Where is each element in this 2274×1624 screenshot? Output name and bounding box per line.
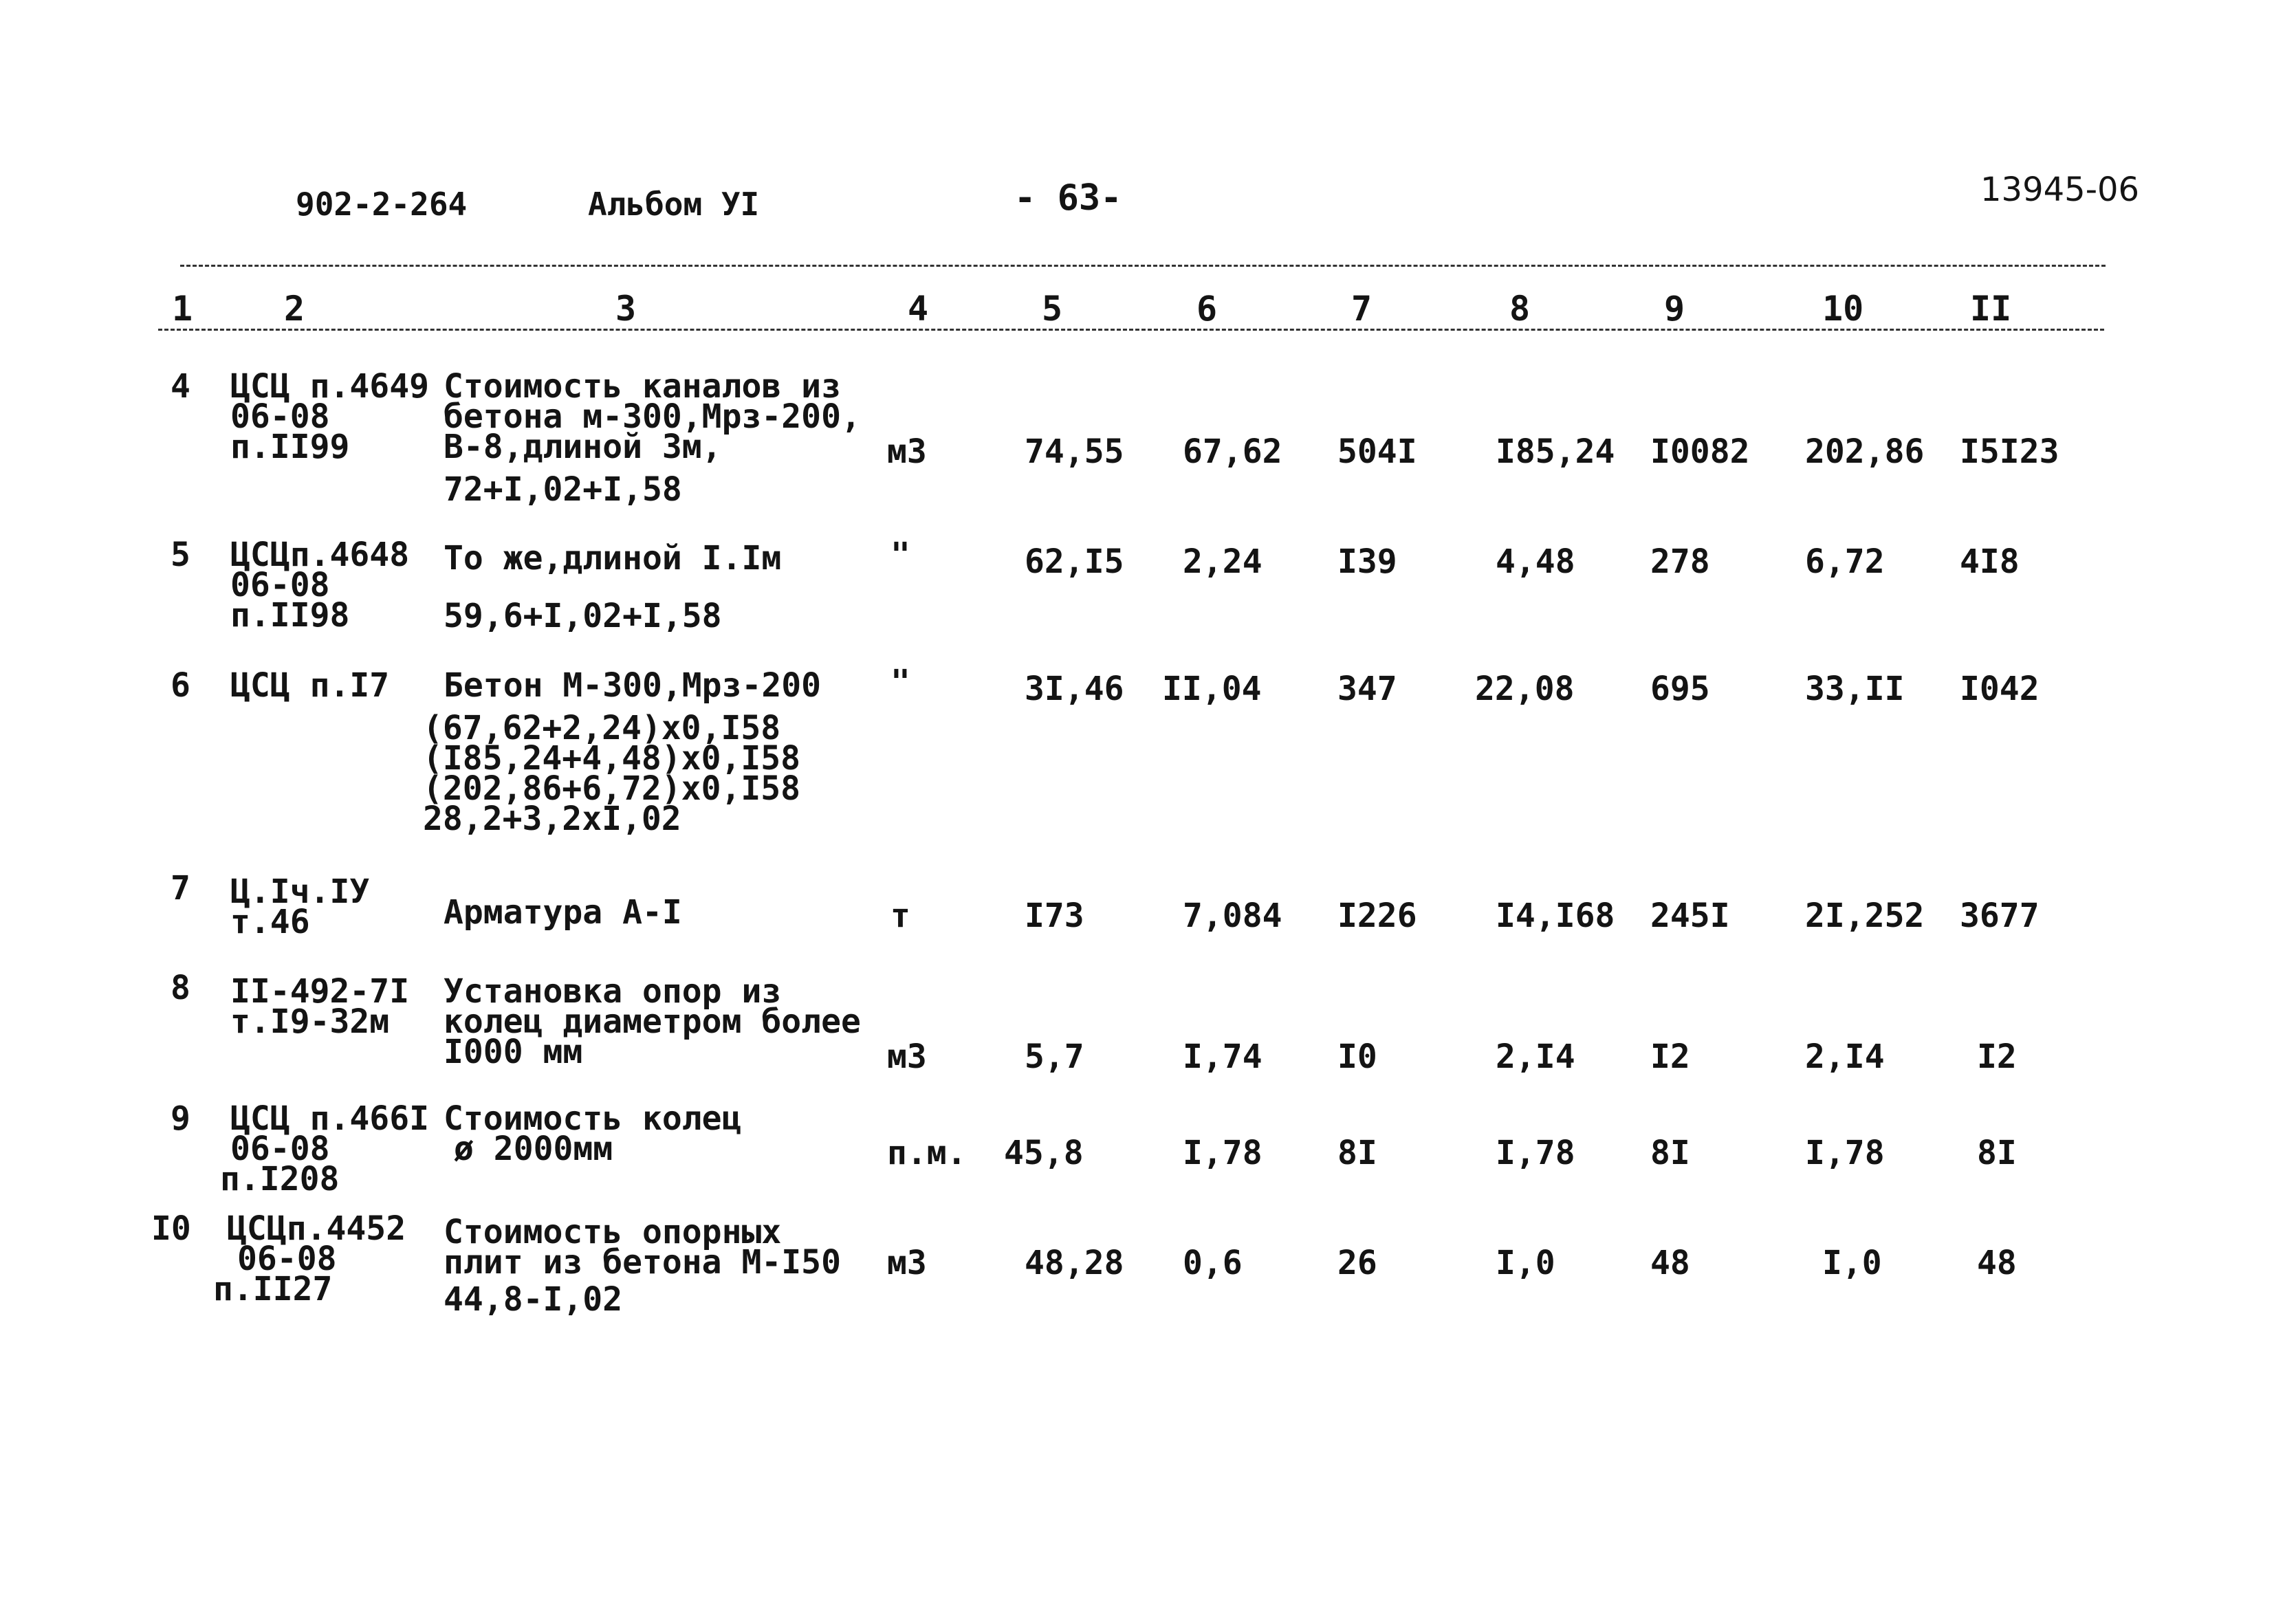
reference-line: 06-08 xyxy=(230,1130,330,1168)
cell-col-8: I,78 xyxy=(1496,1134,1575,1172)
reference-line: т.46 xyxy=(230,903,310,941)
cell-col-5: 45,8 xyxy=(1004,1134,1084,1172)
row-unit: м3 xyxy=(887,432,927,471)
cell-col-6: I,74 xyxy=(1183,1038,1262,1076)
cell-col-8: 22,08 xyxy=(1475,670,1575,708)
cell-col-7: I0 xyxy=(1337,1038,1377,1076)
header-rule-top xyxy=(180,265,2106,267)
description-line: Бетон М-300,Мрз-200 xyxy=(444,666,822,705)
cell-col-5: 5,7 xyxy=(1025,1038,1084,1076)
row-description xyxy=(444,1099,742,1168)
description-line: Стоимость колец xyxy=(444,1099,742,1138)
row-description xyxy=(444,1213,841,1319)
row-reference xyxy=(230,536,410,635)
cell-col-11: I042 xyxy=(1960,670,2040,708)
cell-col-9: 245I xyxy=(1650,897,1730,935)
reference-line: п.I208 xyxy=(220,1160,340,1198)
cell-col-8: I85,24 xyxy=(1496,432,1615,471)
row-unit: п.м. xyxy=(887,1134,967,1172)
cell-col-11: I5I23 xyxy=(1960,432,2059,471)
reference-line: ЦСЦ п.4649 xyxy=(230,367,429,406)
reference-line: ЦСЦп.4452 xyxy=(227,1209,406,1248)
reference-line: п.II27 xyxy=(213,1270,333,1308)
cell-col-7: 504I xyxy=(1337,432,1417,471)
cell-col-11: 48 xyxy=(1977,1244,2017,1282)
col-header-6: 6 xyxy=(1196,289,1218,329)
description-line: Арматура А-I xyxy=(444,893,682,932)
cell-col-6: 0,6 xyxy=(1183,1244,1243,1282)
row-number: 9 xyxy=(171,1099,190,1138)
cell-col-8: 4,48 xyxy=(1496,542,1575,581)
description-line: 44,8-I,02 xyxy=(444,1280,623,1319)
col-header-11: II xyxy=(1970,289,2012,329)
reference-line: 06-08 xyxy=(230,566,330,604)
cell-col-7: 8I xyxy=(1337,1134,1377,1172)
col-header-9: 9 xyxy=(1664,289,1685,329)
header-rule-bottom xyxy=(158,329,2104,331)
description-line: То же,длиной I.Iм xyxy=(444,539,782,578)
cell-col-8: I,0 xyxy=(1496,1244,1555,1282)
cell-col-8: I4,I68 xyxy=(1496,897,1615,935)
document-code: 902-2-264 xyxy=(296,186,468,223)
sheet-code: 13945-06 xyxy=(1980,171,2140,209)
cell-col-10: 33,II xyxy=(1805,670,1905,708)
row-unit: " xyxy=(890,663,910,701)
cell-col-5: I73 xyxy=(1025,897,1084,935)
reference-line: 06-08 xyxy=(237,1240,337,1278)
row-reference xyxy=(230,367,429,466)
row-description xyxy=(444,367,861,509)
row-reference xyxy=(230,972,410,1041)
reference-line: ЦСЦ п.I7 xyxy=(230,666,390,705)
cell-col-7: 347 xyxy=(1337,670,1397,708)
description-line: (I85,24+4,48)x0,I58 xyxy=(423,739,801,778)
description-line: бетона м-300,Мрз-200, xyxy=(444,397,861,436)
reference-line: ЦСЦ п.466I xyxy=(230,1099,429,1138)
col-header-1: 1 xyxy=(172,289,193,329)
cell-col-11: I2 xyxy=(1977,1038,2017,1076)
cell-col-11: 4I8 xyxy=(1960,542,2020,581)
reference-line: п.II99 xyxy=(230,428,350,466)
row-number: 4 xyxy=(171,367,190,406)
cell-col-6: 7,084 xyxy=(1183,897,1282,935)
description-line: (202,86+6,72)x0,I58 xyxy=(423,769,801,808)
cell-col-9: 48 xyxy=(1650,1244,1690,1282)
cell-col-6: II,04 xyxy=(1162,670,1262,708)
cell-col-5: 48,28 xyxy=(1025,1244,1124,1282)
cell-col-9: 278 xyxy=(1650,542,1710,581)
col-header-7: 7 xyxy=(1351,289,1373,329)
description-line: Стоимость опорных xyxy=(444,1213,782,1251)
col-header-2: 2 xyxy=(284,289,305,329)
cell-col-9: I2 xyxy=(1650,1038,1690,1076)
row-reference xyxy=(213,1209,406,1308)
cell-col-6: 2,24 xyxy=(1183,542,1262,581)
description-line: В-8,длиной 3м, xyxy=(444,428,722,466)
row-number: I0 xyxy=(151,1209,191,1248)
description-line: I000 мм xyxy=(444,1033,583,1071)
cell-col-7: 26 xyxy=(1337,1244,1377,1282)
cell-col-9: 695 xyxy=(1650,670,1710,708)
row-number: 7 xyxy=(171,869,190,908)
cell-col-10: 2I,252 xyxy=(1805,897,1925,935)
row-unit: " xyxy=(890,536,910,574)
row-reference xyxy=(230,873,370,941)
reference-line: т.I9-32м xyxy=(230,1002,390,1041)
row-description xyxy=(444,972,861,1071)
reference-line: 06-08 xyxy=(230,397,330,436)
col-header-5: 5 xyxy=(1042,289,1063,329)
row-unit: т xyxy=(890,897,910,935)
cell-col-10: 6,72 xyxy=(1805,542,1885,581)
description-line: 72+I,02+I,58 xyxy=(444,470,682,509)
cell-col-5: 62,I5 xyxy=(1025,542,1124,581)
row-number: 5 xyxy=(171,536,190,574)
cell-col-11: 8I xyxy=(1977,1134,2017,1172)
row-description xyxy=(423,666,822,838)
row-number: 6 xyxy=(171,666,190,705)
reference-line: Ц.Iч.IУ xyxy=(230,873,370,911)
reference-line: ЦСЦп.4648 xyxy=(230,536,410,574)
cell-col-6: 67,62 xyxy=(1183,432,1282,471)
cell-col-10: 202,86 xyxy=(1805,432,1925,471)
cell-col-10: I,78 xyxy=(1805,1134,1885,1172)
reference-line: п.II98 xyxy=(230,596,350,635)
description-line: 59,6+I,02+I,58 xyxy=(444,597,722,635)
description-line: (67,62+2,24)x0,I58 xyxy=(423,709,781,747)
description-line: ø 2000мм xyxy=(454,1130,613,1168)
col-header-8: 8 xyxy=(1509,289,1531,329)
reference-line: II-492-7I xyxy=(230,972,410,1011)
col-header-10: 10 xyxy=(1822,289,1864,329)
col-header-3: 3 xyxy=(615,289,637,329)
cell-col-7: I226 xyxy=(1337,897,1417,935)
page-number: - 63- xyxy=(1014,177,1122,219)
album-label: Альбом УI xyxy=(588,186,760,223)
row-number: 8 xyxy=(171,969,190,1007)
cell-col-9: 8I xyxy=(1650,1134,1690,1172)
cell-col-5: 3I,46 xyxy=(1025,670,1124,708)
cell-col-5: 74,55 xyxy=(1025,432,1124,471)
row-unit: м3 xyxy=(887,1038,927,1076)
description-line: Стоимость каналов из xyxy=(444,367,841,406)
row-unit: м3 xyxy=(887,1244,927,1282)
cell-col-7: I39 xyxy=(1337,542,1397,581)
description-line: Установка опор из xyxy=(444,972,782,1011)
cell-col-6: I,78 xyxy=(1183,1134,1262,1172)
cell-col-10: 2,I4 xyxy=(1805,1038,1885,1076)
col-header-4: 4 xyxy=(908,289,929,329)
cell-col-8: 2,I4 xyxy=(1496,1038,1575,1076)
row-reference xyxy=(220,1099,429,1198)
description-line: 28,2+3,2xI,02 xyxy=(423,800,681,838)
description-line: колец диаметром более xyxy=(444,1002,861,1041)
row-reference xyxy=(230,666,390,705)
description-line: плит из бетона М-I50 xyxy=(444,1243,841,1282)
row-description xyxy=(444,539,782,635)
cell-col-11: 3677 xyxy=(1960,897,2040,935)
row-description xyxy=(444,893,682,932)
cell-col-10: I,0 xyxy=(1822,1244,1882,1282)
cell-col-9: I0082 xyxy=(1650,432,1750,471)
